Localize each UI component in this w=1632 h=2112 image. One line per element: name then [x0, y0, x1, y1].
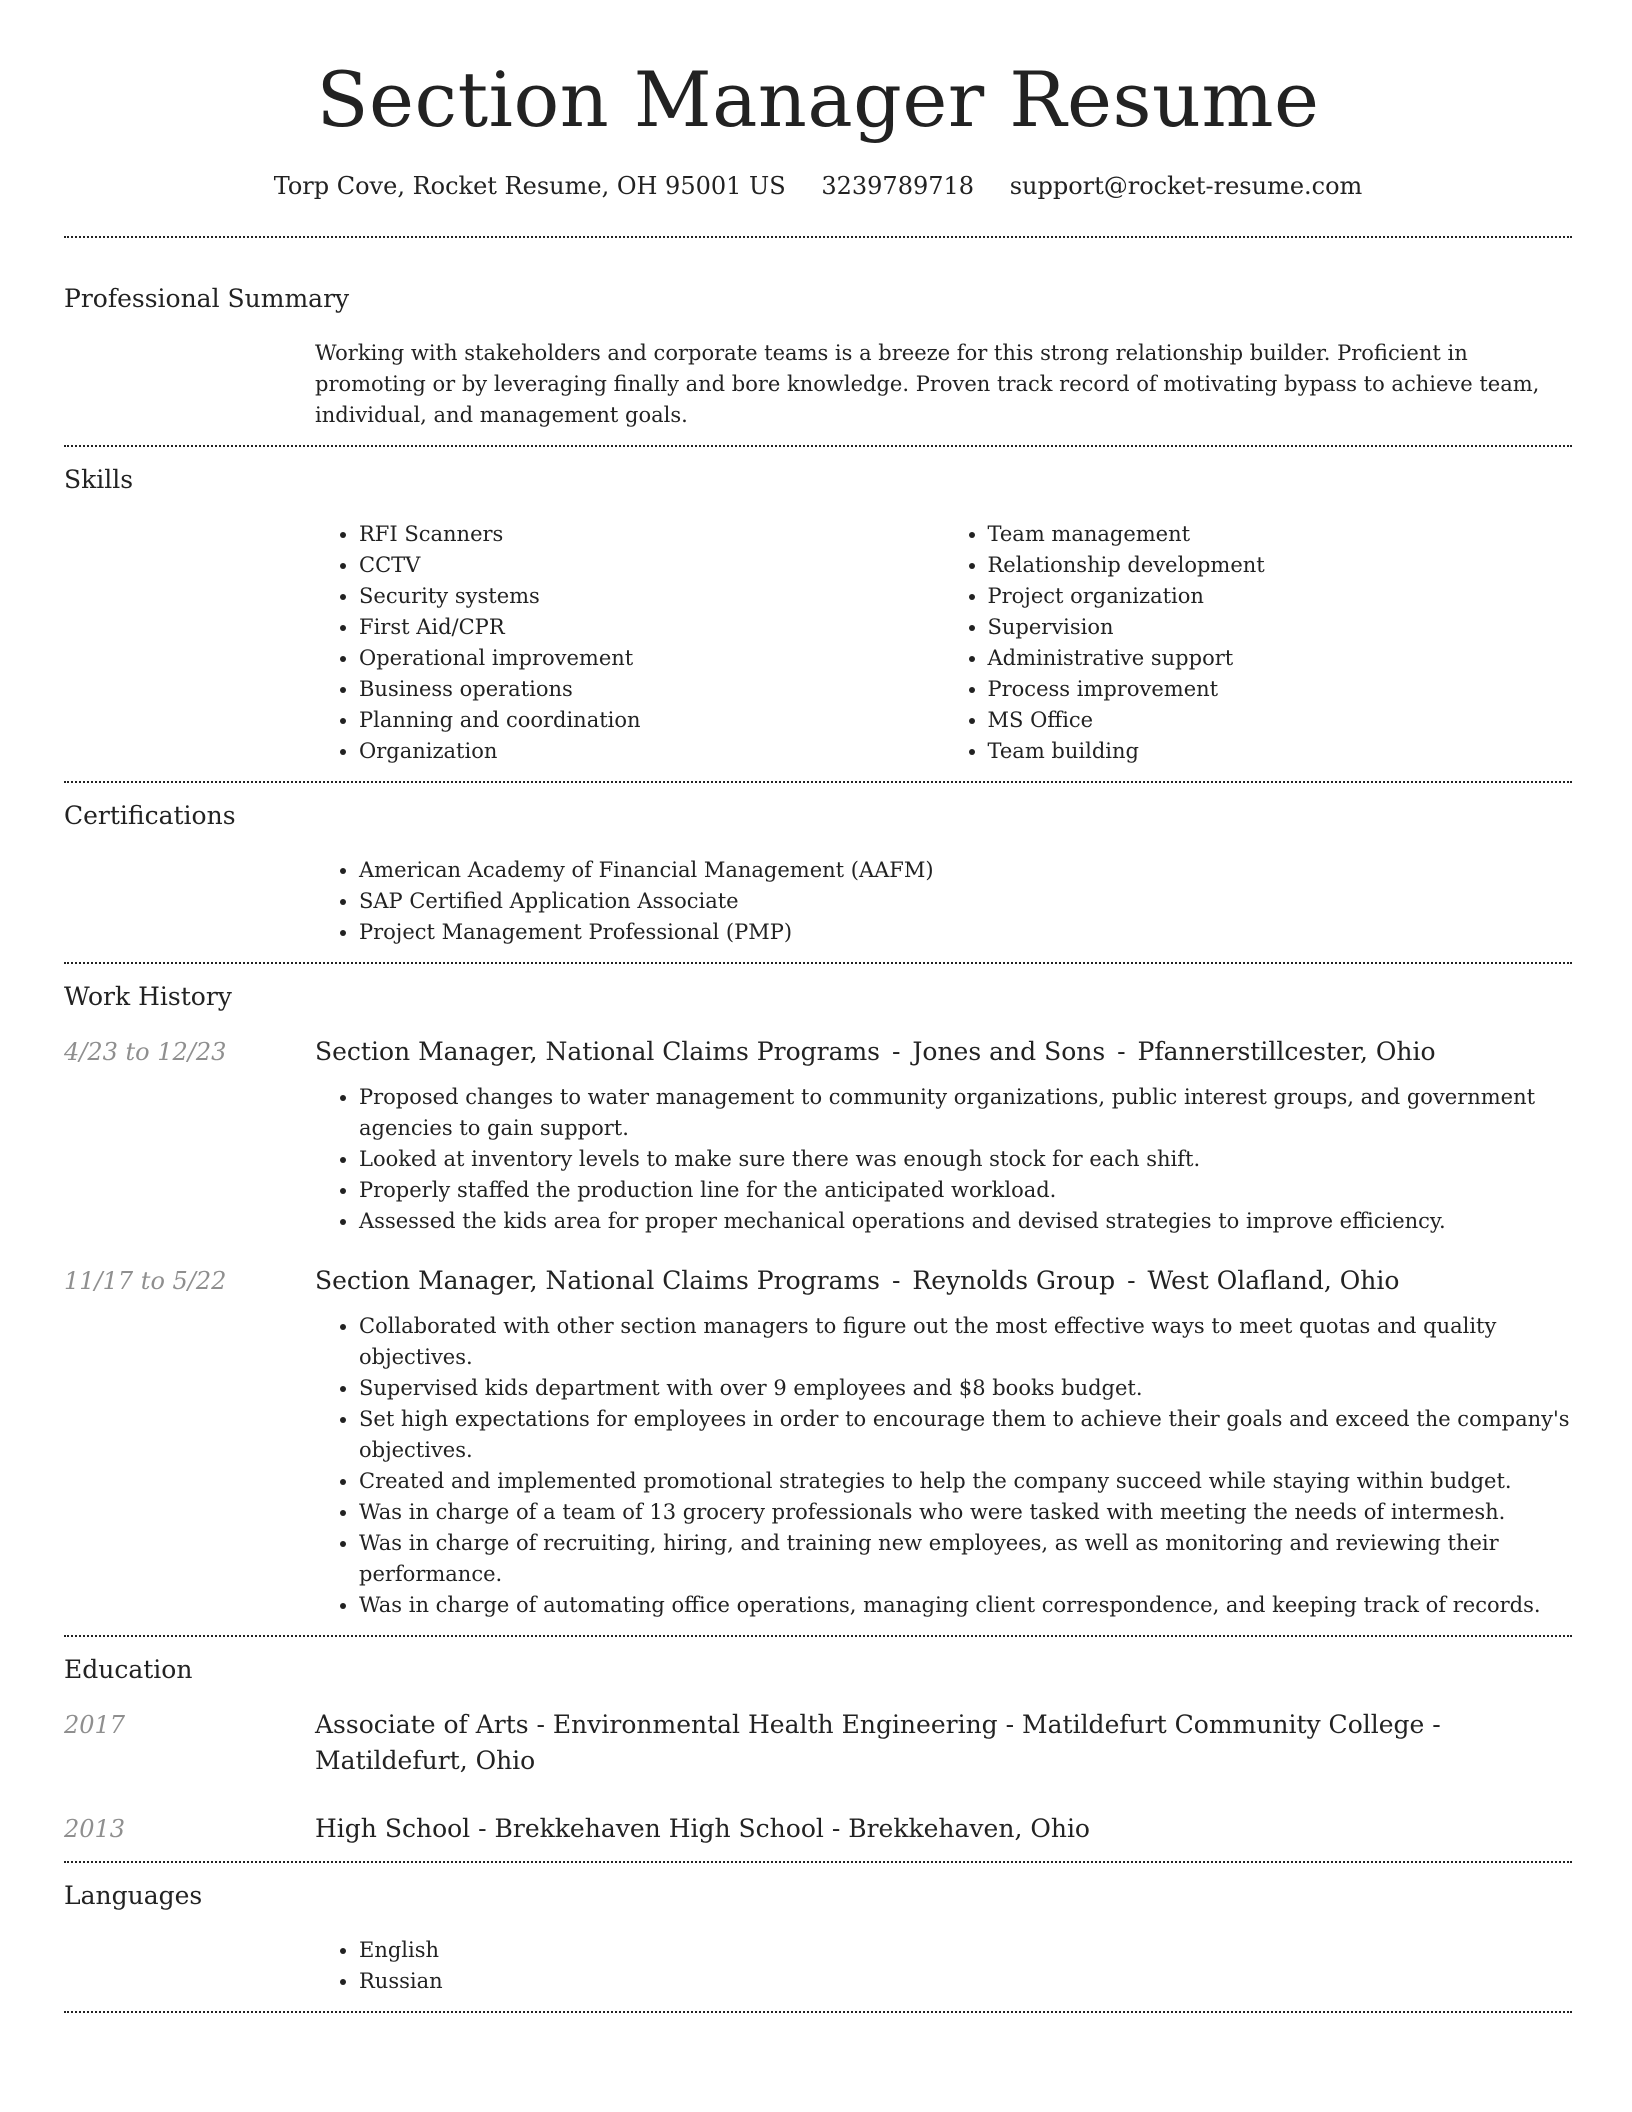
resume-header: [64, 0, 1572, 202]
skill-item: • Administrative support: [988, 643, 1573, 674]
job-separator: -: [1117, 1037, 1126, 1066]
skill-item: • CCTV: [359, 550, 944, 581]
job-heading: [315, 1034, 1572, 1070]
skills-list-left: [315, 519, 944, 767]
languages-section: [64, 1863, 1572, 2011]
job-bullet: • Supervised kids department with over 9 employees and $8 books budget.: [359, 1373, 1572, 1404]
skill-item: • MS Office: [988, 705, 1573, 736]
skills-heading: Skills: [64, 465, 134, 494]
skill-item: • Operational improvement: [359, 643, 944, 674]
language-item: • Russian: [359, 1966, 1572, 1997]
languages-list: [315, 1935, 1572, 1997]
skill-item: • Security systems: [359, 581, 944, 612]
job-bullet: • Collaborated with other section managers to figure out the most effective ways to meet quotas and quality objectives.: [359, 1311, 1572, 1373]
language-item: • English: [359, 1935, 1572, 1966]
job-bullet: • Was in charge of a team of 13 grocery professionals who were tasked with meeting the needs of intermesh.: [359, 1497, 1572, 1528]
education-entry: [64, 1811, 1572, 1847]
contact-email: support@rocket-resume.com: [1009, 172, 1363, 200]
certifications-heading: Certifications: [64, 801, 236, 830]
job-bullet: • Proposed changes to water management to community organizations, public interest groups, and government agencies to gain support.: [359, 1082, 1572, 1144]
job-bullet: • Assessed the kids area for proper mechanical operations and devised strategies to improve efficiency.: [359, 1206, 1572, 1237]
contact-line: [64, 170, 1572, 202]
job-role: Section Manager, National Claims Programs: [315, 1266, 881, 1295]
job-company: Jones and Sons: [912, 1037, 1106, 1066]
job-bullet: • Looked at inventory levels to make sure there was enough stock for each shift.: [359, 1144, 1572, 1175]
skill-item: • Planning and coordination: [359, 705, 944, 736]
education-heading: Education: [64, 1655, 193, 1684]
skill-item: • Project organization: [988, 581, 1573, 612]
skill-item: • Team building: [988, 736, 1573, 767]
education-year: 2017: [64, 1711, 126, 1739]
work-history-heading: Work History: [64, 982, 232, 1011]
certification-item: • SAP Certified Application Associate: [359, 886, 1572, 917]
job-separator: -: [891, 1037, 901, 1066]
section-divider: [64, 2011, 1572, 2013]
skill-item: • Organization: [359, 736, 944, 767]
summary-heading: Professional Summary: [64, 284, 350, 313]
job-separator: -: [891, 1266, 901, 1295]
job-bullets: [315, 1082, 1572, 1237]
job-entry: [64, 1263, 1572, 1621]
contact-address: Torp Cove, Rocket Resume, OH 95001 US: [273, 172, 786, 200]
job-body: [315, 1263, 1572, 1621]
certifications-list: [315, 855, 1572, 948]
job-heading: [315, 1263, 1572, 1299]
summary-text: Working with stakeholders and corporate teams is a breeze for this strong relationship builder. Proficient in promoting or by leveraging finally and bore knowledge. Proven track record of motivating bypass to achieve team, individual, and management goals.: [315, 341, 1540, 427]
job-bullet: • Created and implemented promotional strategies to help the company succeed while staying within budget.: [359, 1466, 1572, 1497]
skills-list-right: [944, 519, 1573, 767]
skill-item: • Relationship development: [988, 550, 1573, 581]
certification-item: • Project Management Professional (PMP): [359, 917, 1572, 948]
job-role: Section Manager, National Claims Programs: [315, 1037, 881, 1066]
skill-item: • Supervision: [988, 612, 1573, 643]
job-company: Reynolds Group: [912, 1266, 1116, 1295]
certifications-section: [64, 783, 1572, 962]
job-bullet: • Was in charge of recruiting, hiring, and training new employees, as well as monitoring and reviewing their performance.: [359, 1528, 1572, 1590]
job-body: [315, 1034, 1572, 1237]
job-bullet: • Set high expectations for employees in order to encourage them to achieve their goals and exceed the company's objectives.: [359, 1404, 1572, 1466]
job-separator: -: [1127, 1266, 1136, 1295]
work-history-section: [64, 964, 1572, 1635]
skill-item: • Team management: [988, 519, 1573, 550]
skill-item: • Business operations: [359, 674, 944, 705]
job-location: West Olafland, Ohio: [1147, 1266, 1400, 1295]
education-details: High School - Brekkehaven High School - Brekkehaven, Ohio: [315, 1814, 1090, 1843]
resume-page: [64, 0, 1572, 2013]
skills-grid: [315, 519, 1572, 767]
skill-item: • Process improvement: [988, 674, 1573, 705]
skills-section: [64, 447, 1572, 781]
education-section: [64, 1637, 1572, 1861]
skill-item: • RFI Scanners: [359, 519, 944, 550]
certification-item: • American Academy of Financial Management (AAFM): [359, 855, 1572, 886]
summary-section: [64, 238, 1572, 445]
job-bullets: [315, 1311, 1572, 1621]
resume-title: Section Manager Resume: [316, 55, 1320, 144]
education-year: 2013: [64, 1815, 126, 1843]
job-entry: [64, 1034, 1572, 1237]
skill-item: • First Aid/CPR: [359, 612, 944, 643]
job-dates: 11/17 to 5/22: [64, 1267, 227, 1295]
languages-heading: Languages: [64, 1881, 203, 1910]
job-bullet: • Properly staffed the production line for the anticipated workload.: [359, 1175, 1572, 1206]
education-details: Associate of Arts - Environmental Health Engineering - Matildefurt Community College - Matildefurt, Ohio: [315, 1710, 1441, 1775]
job-bullet: • Was in charge of automating office operations, managing client correspondence, and keeping track of records.: [359, 1590, 1572, 1621]
job-dates: 4/23 to 12/23: [64, 1038, 227, 1066]
education-entry: [64, 1707, 1572, 1779]
contact-phone: 3239789718: [821, 172, 975, 200]
job-location: Pfannerstillcester, Ohio: [1137, 1037, 1436, 1066]
